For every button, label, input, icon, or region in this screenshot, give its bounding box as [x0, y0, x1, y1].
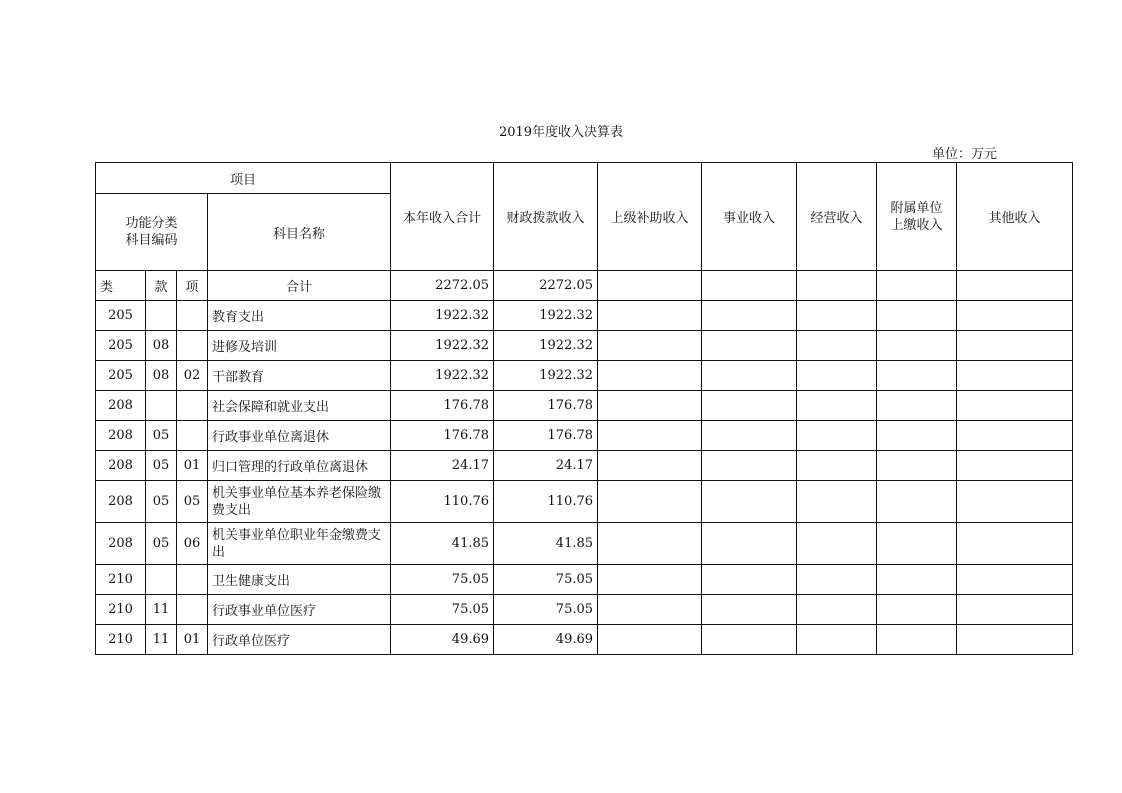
header-total: 本年收入合计 [391, 163, 494, 271]
row-superior [598, 391, 702, 421]
header-affiliate: 附属单位上缴收入 [877, 163, 957, 271]
income-table [95, 162, 1073, 655]
row-name: 卫生健康支出 [208, 565, 391, 595]
row-total: 176.78 [391, 391, 494, 421]
row-operating [797, 331, 877, 361]
row-xiang [177, 331, 208, 361]
row-xiang [177, 565, 208, 595]
row-other [957, 421, 1073, 451]
row-xiang [177, 421, 208, 451]
row-kuan: 08 [146, 331, 177, 361]
row-total: 2272.05 [391, 271, 494, 301]
row-business [702, 565, 797, 595]
row-operating [797, 421, 877, 451]
row-name: 归口管理的行政单位离退休 [208, 451, 391, 481]
row-xiang: 06 [177, 523, 208, 565]
row-fiscal: 176.78 [494, 421, 598, 451]
table-row [96, 565, 1073, 595]
row-other [957, 451, 1073, 481]
row-total: 41.85 [391, 523, 494, 565]
row-name: 行政事业单位医疗 [208, 595, 391, 625]
row-superior [598, 523, 702, 565]
row-total: 75.05 [391, 565, 494, 595]
row-business [702, 481, 797, 523]
row-operating [797, 595, 877, 625]
row-business [702, 391, 797, 421]
row-name: 教育支出 [208, 301, 391, 331]
row-fiscal: 176.78 [494, 391, 598, 421]
row-business [702, 451, 797, 481]
row-superior [598, 565, 702, 595]
unit-label: 单位：万元 [932, 147, 998, 162]
row-kuan: 11 [146, 625, 177, 655]
row-kuan: 05 [146, 451, 177, 481]
header-fiscal: 财政拨款收入 [494, 163, 598, 271]
row-fiscal: 2272.05 [494, 271, 598, 301]
table-row [96, 301, 1073, 331]
row-xiang: 05 [177, 481, 208, 523]
row-operating [797, 451, 877, 481]
row-business [702, 421, 797, 451]
row-business [702, 301, 797, 331]
header-operating: 经营收入 [797, 163, 877, 271]
row-name: 机关事业单位基本养老保险缴费支出 [208, 481, 391, 523]
row-superior [598, 625, 702, 655]
row-operating [797, 481, 877, 523]
row-xiang [177, 301, 208, 331]
row-affiliate [877, 361, 957, 391]
row-other [957, 391, 1073, 421]
row-other [957, 481, 1073, 523]
row-other [957, 361, 1073, 391]
row-lei: 208 [96, 481, 146, 523]
row-fiscal: 75.05 [494, 595, 598, 625]
header-project: 项目 [96, 163, 391, 194]
header-subject-name: 科目名称 [208, 194, 391, 271]
row-lei: 208 [96, 523, 146, 565]
row-operating [797, 301, 877, 331]
row-total: 110.76 [391, 481, 494, 523]
header-lei: 类 [96, 271, 146, 301]
row-affiliate [877, 301, 957, 331]
row-xiang: 01 [177, 625, 208, 655]
table-row [96, 391, 1073, 421]
row-superior [598, 481, 702, 523]
row-superior [598, 271, 702, 301]
row-lei: 205 [96, 301, 146, 331]
header-other: 其他收入 [957, 163, 1073, 271]
row-business [702, 523, 797, 565]
row-fiscal: 75.05 [494, 565, 598, 595]
row-affiliate [877, 271, 957, 301]
row-fiscal: 1922.32 [494, 361, 598, 391]
table-row [96, 625, 1073, 655]
row-name: 行政单位医疗 [208, 625, 391, 655]
row-xiang: 01 [177, 451, 208, 481]
row-operating [797, 271, 877, 301]
row-fiscal: 110.76 [494, 481, 598, 523]
row-business [702, 595, 797, 625]
row-business [702, 625, 797, 655]
row-xiang [177, 595, 208, 625]
row-superior [598, 421, 702, 451]
row-fiscal: 24.17 [494, 451, 598, 481]
row-affiliate [877, 331, 957, 361]
row-lei: 210 [96, 625, 146, 655]
row-name: 机关事业单位职业年金缴费支出 [208, 523, 391, 565]
row-kuan: 05 [146, 481, 177, 523]
row-xiang: 02 [177, 361, 208, 391]
row-total: 49.69 [391, 625, 494, 655]
row-total: 1922.32 [391, 331, 494, 361]
row-operating [797, 625, 877, 655]
row-business [702, 331, 797, 361]
row-other [957, 301, 1073, 331]
header-business: 事业收入 [702, 163, 797, 271]
row-total: 1922.32 [391, 361, 494, 391]
row-kuan [146, 565, 177, 595]
row-kuan: 11 [146, 595, 177, 625]
row-affiliate [877, 451, 957, 481]
row-name: 干部教育 [208, 361, 391, 391]
row-other [957, 523, 1073, 565]
row-operating [797, 361, 877, 391]
row-kuan: 08 [146, 361, 177, 391]
row-total: 1922.32 [391, 301, 494, 331]
row-total: 176.78 [391, 421, 494, 451]
table-body [96, 301, 1073, 655]
row-business [702, 361, 797, 391]
row-kuan: 05 [146, 421, 177, 451]
row-total: 75.05 [391, 595, 494, 625]
row-lei: 208 [96, 421, 146, 451]
row-affiliate [877, 391, 957, 421]
row-lei: 210 [96, 595, 146, 625]
row-superior [598, 361, 702, 391]
row-lei: 205 [96, 361, 146, 391]
header-kuan: 款 [146, 271, 177, 301]
row-fiscal: 49.69 [494, 625, 598, 655]
row-lei: 208 [96, 391, 146, 421]
row-name: 进修及培训 [208, 331, 391, 361]
row-affiliate [877, 565, 957, 595]
row-lei: 208 [96, 451, 146, 481]
row-name: 社会保障和就业支出 [208, 391, 391, 421]
row-name: 行政事业单位离退休 [208, 421, 391, 451]
row-operating [797, 565, 877, 595]
header-superior: 上级补助收入 [598, 163, 702, 271]
row-superior [598, 595, 702, 625]
row-kuan [146, 301, 177, 331]
row-kuan: 05 [146, 523, 177, 565]
row-fiscal: 41.85 [494, 523, 598, 565]
row-lei: 210 [96, 565, 146, 595]
header-func-code: 功能分类科目编码 [96, 194, 208, 271]
page-title: 2019年度收入决算表 [498, 125, 624, 140]
header-xiang: 项 [177, 271, 208, 301]
row-superior [598, 331, 702, 361]
row-superior [598, 301, 702, 331]
row-kuan [146, 391, 177, 421]
row-fiscal: 1922.32 [494, 331, 598, 361]
table-row [96, 421, 1073, 451]
row-affiliate [877, 595, 957, 625]
row-other [957, 595, 1073, 625]
row-xiang [177, 391, 208, 421]
table-row [96, 481, 1073, 523]
row-operating [797, 391, 877, 421]
row-affiliate [877, 523, 957, 565]
row-fiscal: 1922.32 [494, 301, 598, 331]
table-row [96, 331, 1073, 361]
row-superior [598, 451, 702, 481]
row-other [957, 271, 1073, 301]
row-total: 24.17 [391, 451, 494, 481]
table-row [96, 361, 1073, 391]
row-operating [797, 523, 877, 565]
row-other [957, 565, 1073, 595]
row-affiliate [877, 421, 957, 451]
row-name: 合计 [208, 271, 391, 301]
table-row [96, 523, 1073, 565]
row-affiliate [877, 481, 957, 523]
row-business [702, 271, 797, 301]
row-lei: 205 [96, 331, 146, 361]
row-other [957, 331, 1073, 361]
row-other [957, 625, 1073, 655]
table-row [96, 595, 1073, 625]
table-row [96, 451, 1073, 481]
row-affiliate [877, 625, 957, 655]
